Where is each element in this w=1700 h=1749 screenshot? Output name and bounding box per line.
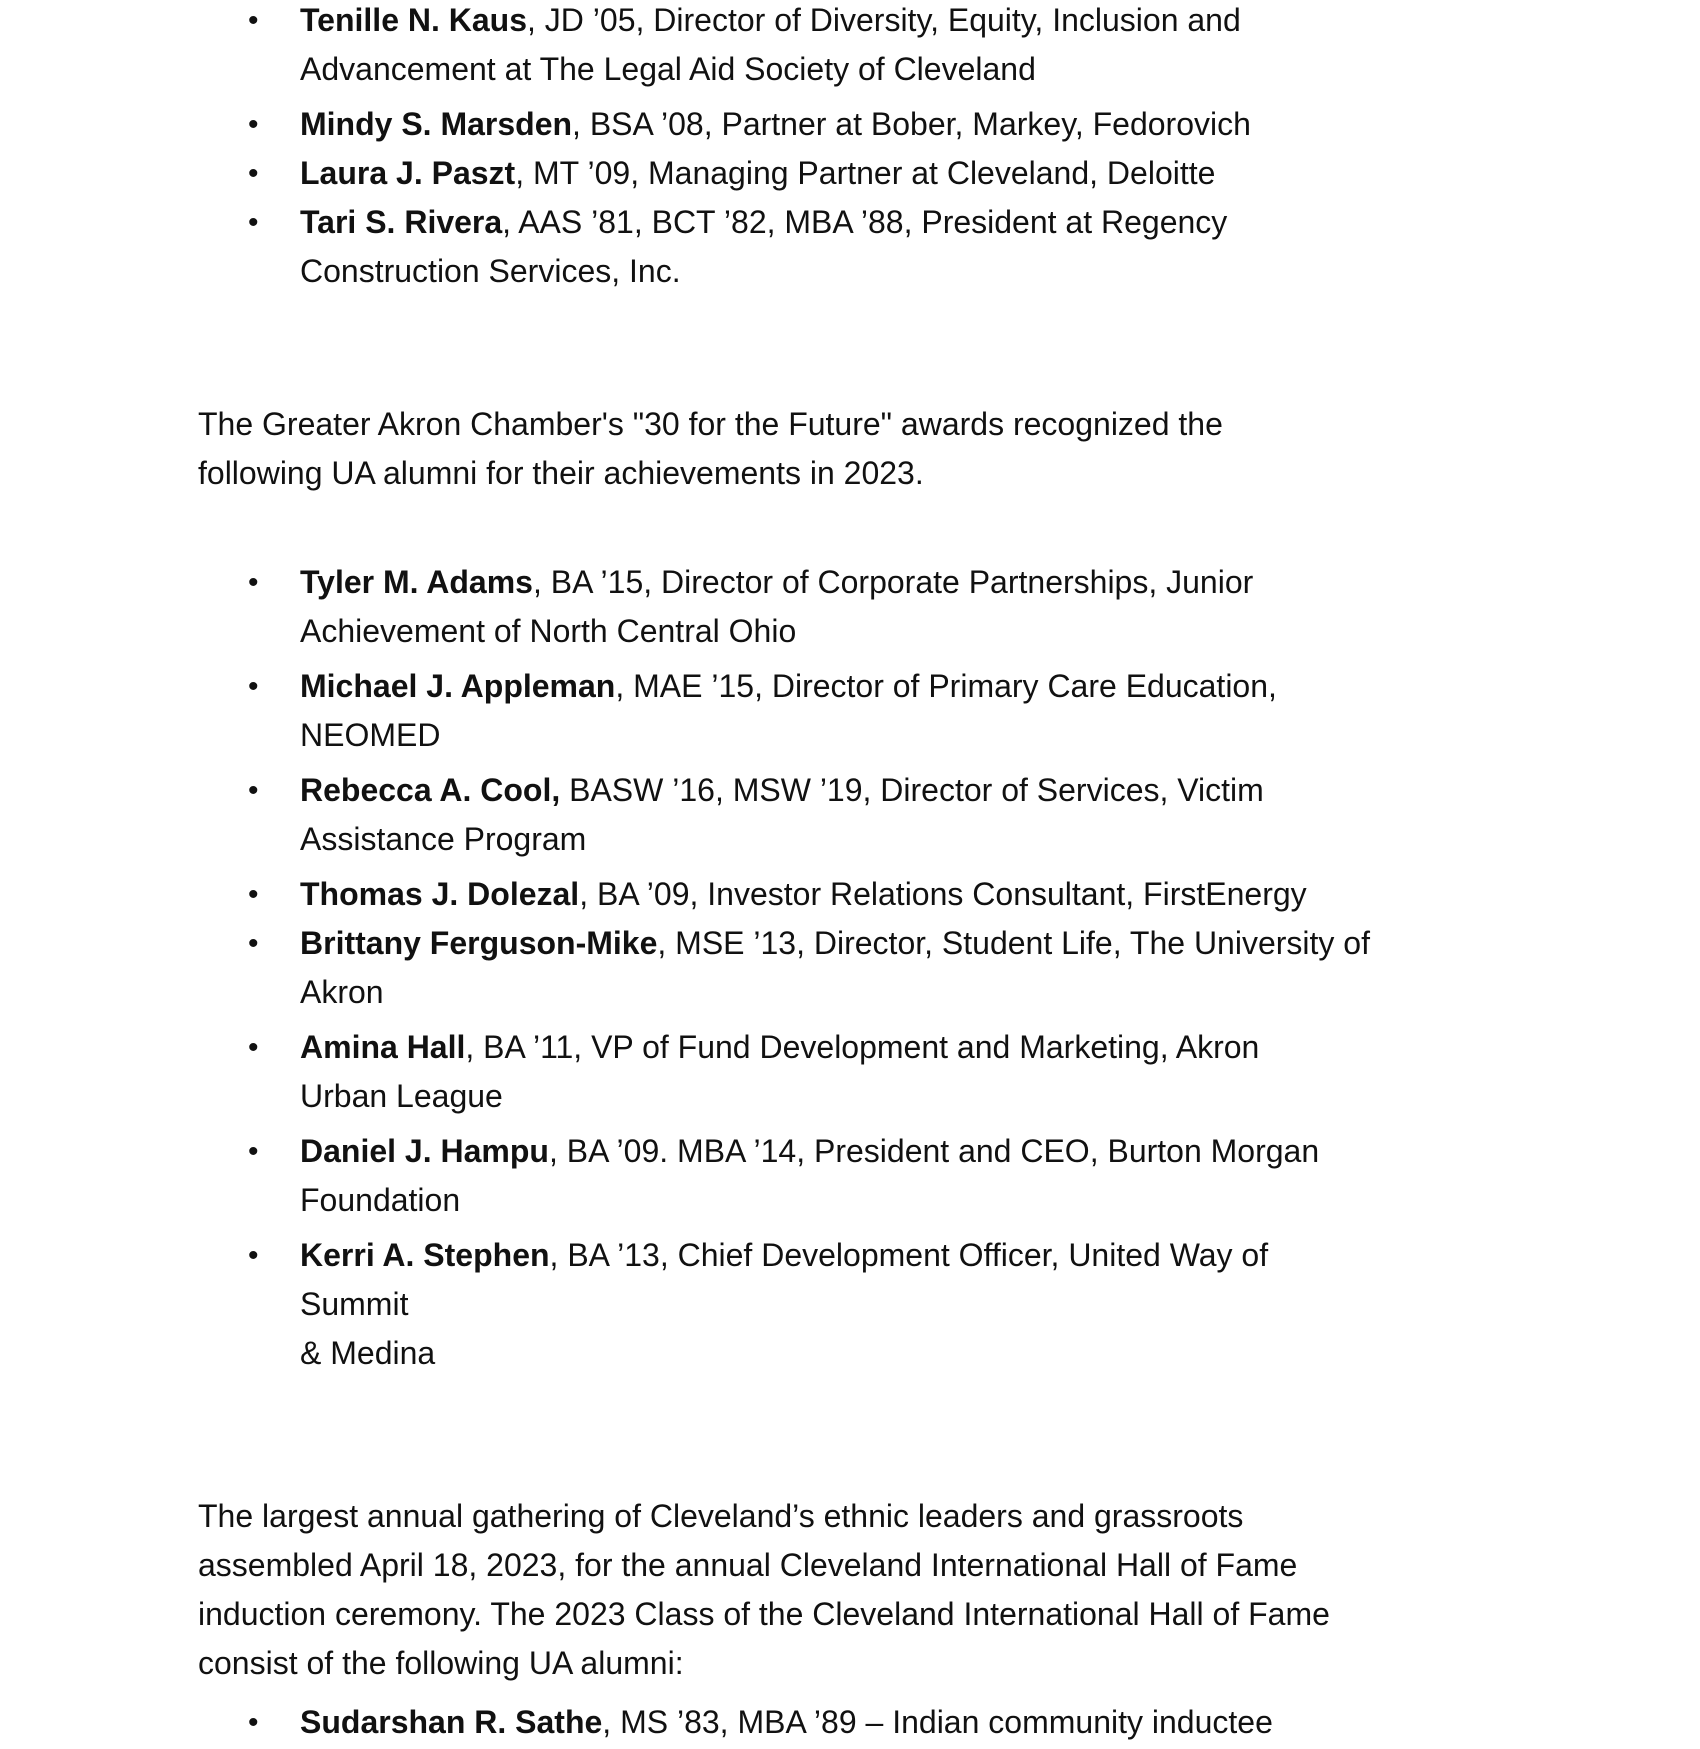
paragraph-line: induction ceremony. The 2023 Class of the Cleveland International Hall of Fame: [198, 1596, 1330, 1632]
paragraph-line: following UA alumni for their achievements in 2023.: [198, 455, 924, 491]
alumni-details: , MAE ’15, Director of Primary Care Education,: [615, 668, 1277, 704]
alumni-details-cont: & Medina: [300, 1335, 436, 1371]
alumni-details: , JD ’05, Director of Diversity, Equity, Inclusion and: [527, 2, 1241, 38]
alumni-name: Mindy S. Marsden: [300, 106, 573, 142]
paragraph-line: The Greater Akron Chamber's "30 for the Future" awards recognized the: [198, 406, 1223, 442]
alumni-name: Amina Hall: [300, 1029, 466, 1065]
list-item: [0, 558, 1440, 656]
alumni-details-cont: NEOMED: [300, 717, 441, 753]
alumni-details: , BSA ’08, Partner at Bober, Markey, Fedorovich: [572, 106, 1251, 142]
alumni-details-cont: Advancement at The Legal Aid Society of Cleveland: [300, 51, 1036, 87]
alumni-name: Rebecca A. Cool,: [300, 772, 561, 808]
hall-of-fame-paragraph: [198, 1492, 1498, 1688]
paragraph-line: consist of the following UA alumni:: [198, 1645, 684, 1681]
alumni-name: Tyler M. Adams: [300, 564, 533, 600]
alumni-details: , BA ’09, Investor Relations Consultant, FirstEnergy: [579, 876, 1307, 912]
list-item: [0, 198, 1440, 296]
alumni-name: Daniel J. Hampu: [300, 1133, 549, 1169]
list-item: [0, 919, 1440, 1017]
alumni-details-cont: Urban League: [300, 1078, 503, 1114]
list-item: [0, 0, 1440, 94]
alumni-details: , AAS ’81, BCT ’82, MBA ’88, President at Regency: [502, 204, 1228, 240]
alumni-details: , BA ’13, Chief Development Officer, United Way of: [549, 1237, 1269, 1273]
list-item: [0, 662, 1440, 760]
alumni-details: , MSE ’13, Director, Student Life, The University of: [657, 925, 1370, 961]
alumni-details-cont: Akron: [300, 974, 384, 1010]
list-item: [0, 1127, 1440, 1225]
alumni-details: , MT ’09, Managing Partner at Cleveland, Deloitte: [515, 155, 1216, 191]
alumni-details: , BA ’15, Director of Corporate Partnerships, Junior: [532, 564, 1254, 600]
alumni-details: , BA ’09. MBA ’14, President and CEO, Burton Morgan: [548, 1133, 1320, 1169]
list-item: [0, 1698, 1440, 1747]
paragraph-line: assembled April 18, 2023, for the annual Cleveland International Hall of Fame: [198, 1547, 1298, 1583]
list-item: [0, 766, 1440, 864]
paragraph-line: The largest annual gathering of Cleveland’s ethnic leaders and grassroots: [198, 1498, 1244, 1534]
alumni-details: BASW ’16, MSW ’19, Director of Services, Victim: [560, 772, 1264, 808]
alumni-details-cont: Construction Services, Inc.: [300, 253, 681, 289]
alumni-name: Brittany Ferguson-Mike: [300, 925, 658, 961]
alumni-details-cont: Achievement of North Central Ohio: [300, 613, 797, 649]
alumni-name: Sudarshan R. Sathe: [300, 1704, 603, 1740]
alumni-details: , MS ’83, MBA ’89 – Indian community inductee: [602, 1704, 1273, 1740]
alumni-name: Laura J. Paszt: [300, 155, 516, 191]
list-item: [0, 100, 1440, 149]
thirty-for-future-list: [0, 558, 1700, 1384]
list-item: [0, 1231, 1440, 1378]
alumni-name: Tenille N. Kaus: [300, 2, 528, 38]
alumni-name: Thomas J. Dolezal: [300, 876, 580, 912]
leaders-list: [0, 0, 1700, 302]
list-item: [0, 870, 1440, 919]
alumni-name: Kerri A. Stephen: [300, 1237, 550, 1273]
list-item: [0, 1023, 1440, 1121]
chamber-awards-paragraph: [198, 400, 1498, 498]
alumni-name: Michael J. Appleman: [300, 668, 616, 704]
alumni-details: , BA ’11, VP of Fund Development and Marketing, Akron: [465, 1029, 1260, 1065]
alumni-name: Tari S. Rivera: [300, 204, 503, 240]
alumni-details-cont: Summit: [300, 1286, 409, 1322]
hall-of-fame-list: [0, 1698, 1700, 1747]
alumni-details-cont: Foundation: [300, 1182, 461, 1218]
list-item: [0, 149, 1440, 198]
alumni-details-cont: Assistance Program: [300, 821, 587, 857]
